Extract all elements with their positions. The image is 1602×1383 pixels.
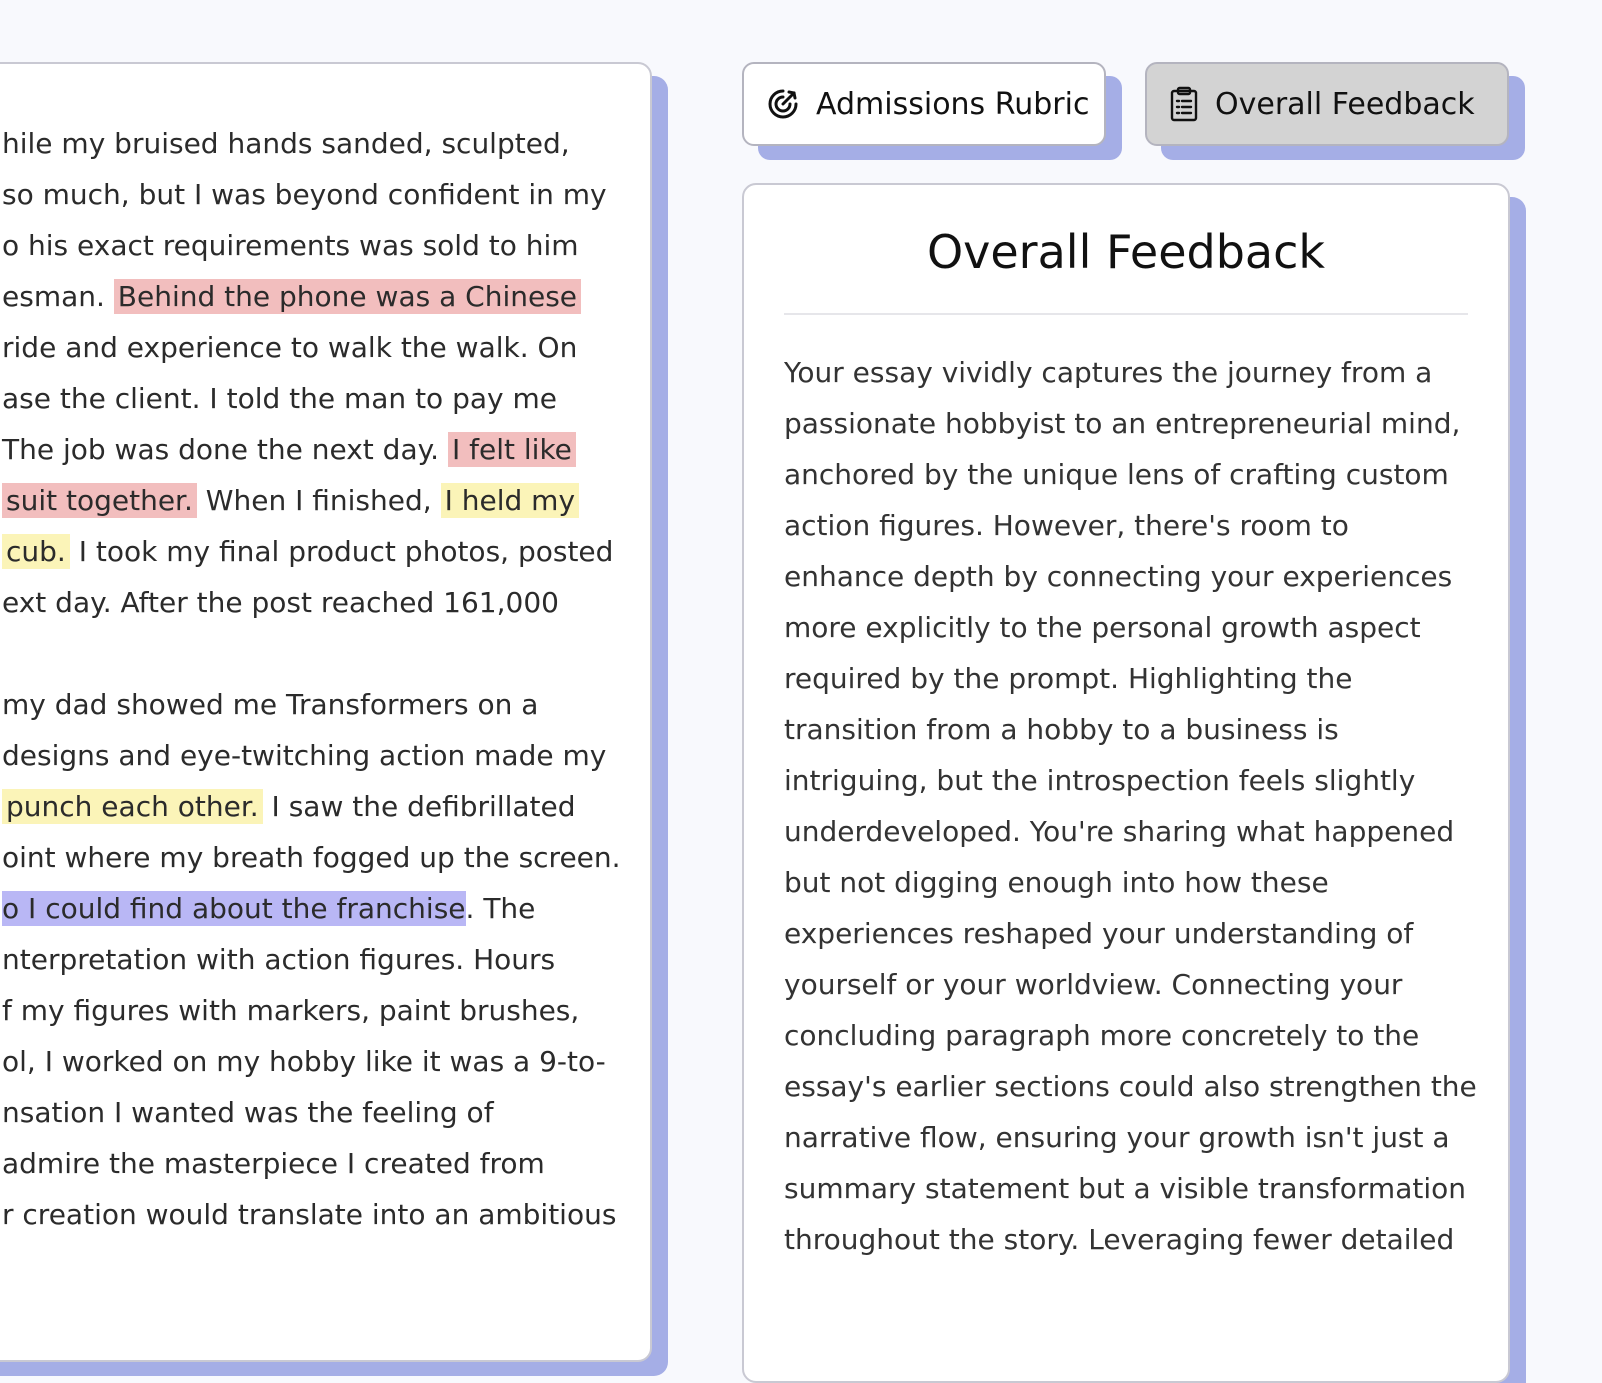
feedback-line: anchored by the unique lens of crafting custom	[784, 458, 1449, 491]
essay-line: so much, but I was beyond confident in my	[2, 178, 607, 211]
highlight-yellow[interactable]: cub.	[2, 534, 70, 569]
essay-line: hile my bruised hands sanded, sculpted,	[2, 127, 570, 160]
feedback-line: action figures. However, there's room to	[784, 509, 1349, 542]
tab-admissions-rubric[interactable]	[742, 62, 1106, 146]
tab-label: Overall Feedback	[1215, 86, 1475, 122]
highlight-red[interactable]: I felt like	[448, 432, 576, 467]
feedback-line: transition from a hobby to a business is	[784, 713, 1339, 746]
feedback-panel	[742, 183, 1510, 1383]
feedback-line: enhance depth by connecting your experiences	[784, 560, 1453, 593]
essay-line	[2, 883, 642, 934]
paragraph-gap	[2, 628, 642, 679]
essay-line: nsation I wanted was the feeling of	[2, 1096, 494, 1129]
essay-line: ase the client. I told the man to pay me	[2, 382, 557, 415]
essay-line	[2, 526, 642, 577]
feedback-line: summary statement but a visible transformation	[784, 1172, 1466, 1205]
feedback-line: required by the prompt. Highlighting the	[784, 662, 1353, 695]
feedback-line: concluding paragraph more concretely to the	[784, 1019, 1420, 1052]
feedback-line: throughout the story. Leveraging fewer detailed	[784, 1223, 1455, 1256]
essay-line: designs and eye-twitching action made my	[2, 739, 607, 772]
feedback-line: more explicitly to the personal growth aspect	[784, 611, 1421, 644]
essay-text-segment: . The	[465, 892, 536, 925]
tab-label: Admissions Rubric	[816, 86, 1090, 122]
essay-text-segment: I saw the defibrillated	[262, 790, 576, 823]
essay-text-segment: esman.	[2, 280, 114, 313]
feedback-line: narrative flow, ensuring your growth isn't just a	[784, 1121, 1450, 1154]
essay-line	[2, 271, 642, 322]
target-icon	[766, 87, 800, 121]
essay-line: ol, I worked on my hobby like it was a 9-to-	[2, 1045, 606, 1078]
feedback-body	[784, 347, 1484, 1265]
essay-text	[2, 118, 642, 1240]
essay-line: ext day. After the post reached 161,000	[2, 586, 559, 619]
feedback-line: but not digging enough into how these	[784, 866, 1329, 899]
essay-line	[2, 424, 642, 475]
divider	[784, 313, 1468, 315]
feedback-line: experiences reshaped your understanding of	[784, 917, 1414, 950]
essay-text-segment: I took my final product photos, posted	[69, 535, 614, 568]
tab-overall-feedback[interactable]	[1145, 62, 1509, 146]
essay-panel	[0, 62, 652, 1362]
essay-line	[2, 781, 642, 832]
essay-line: my dad showed me Transformers on a	[2, 688, 539, 721]
essay-line	[2, 475, 642, 526]
essay-line: o his exact requirements was sold to him	[2, 229, 579, 262]
essay-line: ride and experience to walk the walk. On	[2, 331, 578, 364]
essay-line: r creation would translate into an ambitious	[2, 1198, 617, 1231]
essay-line: admire the masterpiece I created from	[2, 1147, 545, 1180]
essay-line: nterpretation with action figures. Hours	[2, 943, 556, 976]
feedback-line: yourself or your worldview. Connecting your	[784, 968, 1403, 1001]
highlight-red[interactable]: Behind the phone was a Chinese	[114, 279, 581, 314]
feedback-line: intriguing, but the introspection feels slightly	[784, 764, 1416, 797]
feedback-line: essay's earlier sections could also strengthen the	[784, 1070, 1477, 1103]
essay-line: oint where my breath fogged up the screen.	[2, 841, 621, 874]
highlight-yellow[interactable]: I held my	[441, 483, 579, 518]
highlight-red[interactable]: suit together.	[2, 483, 197, 518]
essay-text-segment: When I finished,	[196, 484, 441, 517]
highlight-blue[interactable]: o I could find about the franchise	[2, 892, 466, 925]
feedback-title: Overall Feedback	[926, 225, 1326, 279]
feedback-line: underdeveloped. You're sharing what happened	[784, 815, 1455, 848]
essay-text-segment: The job was done the next day.	[2, 433, 448, 466]
feedback-line: passionate hobbyist to an entrepreneurial mind,	[784, 407, 1461, 440]
clipboard-icon	[1169, 86, 1199, 122]
feedback-line: Your essay vividly captures the journey from a	[784, 356, 1433, 389]
highlight-yellow[interactable]: punch each other.	[2, 789, 263, 824]
essay-line: f my figures with markers, paint brushes,	[2, 994, 580, 1027]
